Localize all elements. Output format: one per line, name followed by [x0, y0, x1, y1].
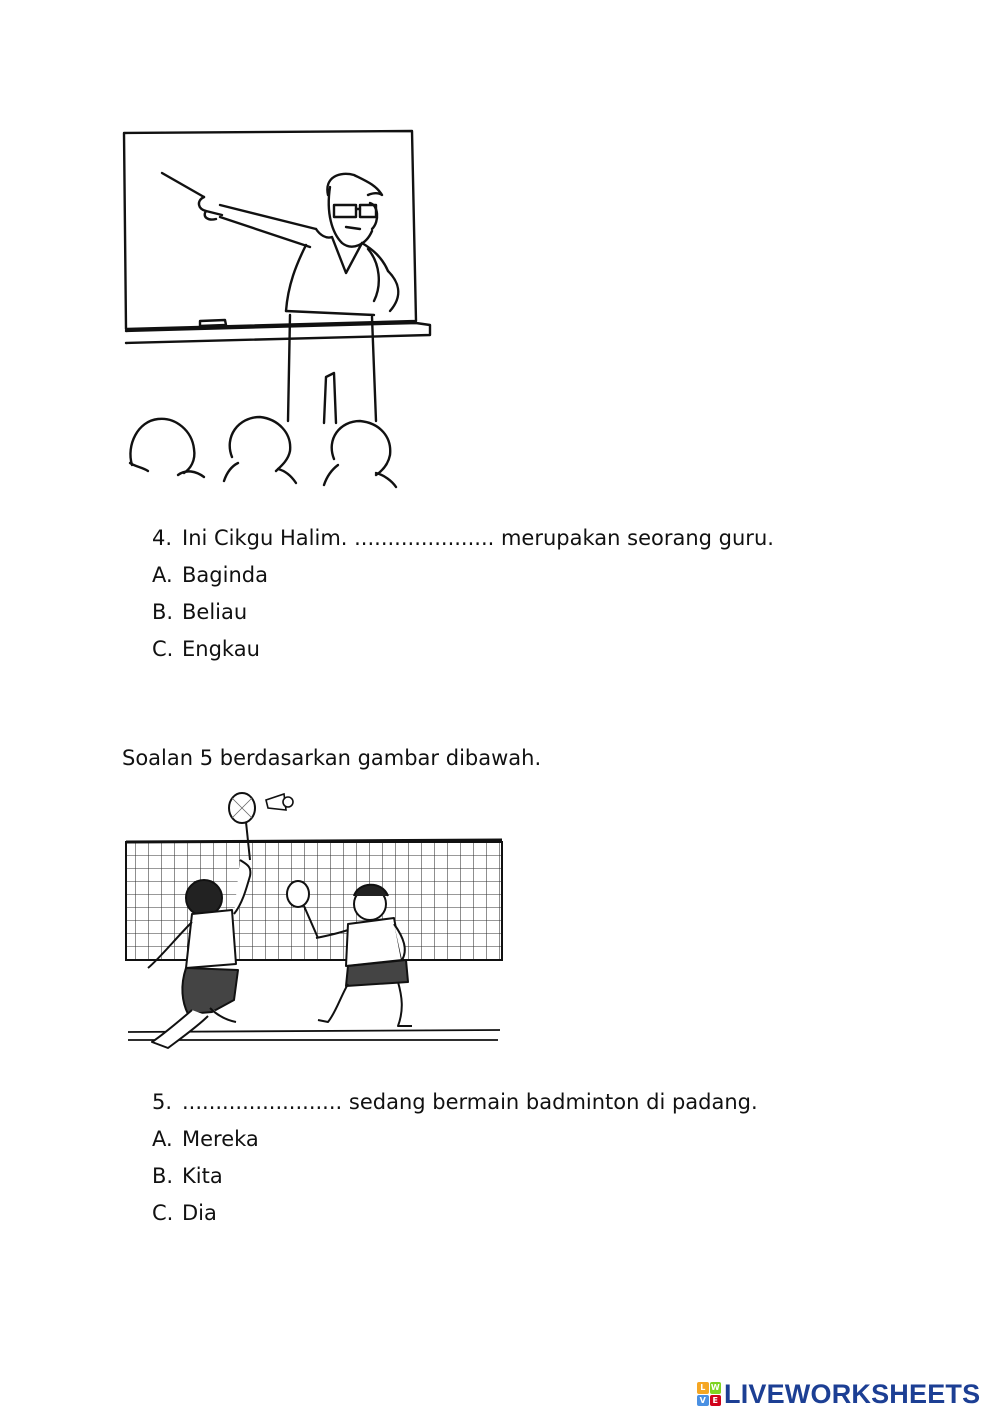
- question-4-option-b[interactable]: [152, 598, 247, 626]
- question-4-number: 4.: [152, 526, 173, 550]
- logo-mark-tile: E: [710, 1395, 722, 1407]
- question-5-option-c[interactable]: [152, 1199, 217, 1227]
- liveworksheets-logo[interactable]: [697, 1377, 980, 1411]
- badminton-illustration: [122, 790, 506, 1060]
- option-text: Beliau: [182, 600, 248, 624]
- liveworksheets-logo-icon: [697, 1382, 721, 1406]
- logo-mark-tile: V: [697, 1395, 709, 1407]
- question-5-number: 5.: [152, 1090, 173, 1114]
- question-4-option-c[interactable]: [152, 635, 260, 663]
- option-letter: C.: [152, 637, 174, 661]
- liveworksheets-logo-text: LIVEWORKSHEETS: [724, 1378, 981, 1409]
- logo-mark-tile: L: [697, 1382, 709, 1394]
- question-5-option-b[interactable]: [152, 1162, 223, 1190]
- question-5-intro: Soalan 5 berdasarkan gambar dibawah.: [122, 746, 542, 770]
- option-text: Kita: [182, 1164, 223, 1188]
- option-letter: B.: [152, 600, 174, 624]
- option-letter: A.: [152, 1127, 173, 1151]
- option-text: Engkau: [182, 637, 260, 661]
- question-4-stem-line: [152, 524, 774, 552]
- question-5-stem-line: [152, 1088, 758, 1116]
- question-4-option-a[interactable]: [152, 561, 268, 589]
- option-letter: C.: [152, 1201, 174, 1225]
- option-letter: B.: [152, 1164, 174, 1188]
- option-text: Dia: [182, 1201, 217, 1225]
- option-text: Mereka: [182, 1127, 259, 1151]
- question-4-stem: Ini Cikgu Halim. ..................... merupakan seorang guru.: [182, 526, 774, 550]
- option-text: Baginda: [182, 563, 268, 587]
- question-5-stem: ........................ sedang bermain badminton di padang.: [182, 1090, 758, 1114]
- question-5-option-a[interactable]: [152, 1125, 259, 1153]
- option-letter: A.: [152, 563, 173, 587]
- teacher-illustration: [120, 125, 440, 495]
- logo-mark-tile: W: [710, 1383, 720, 1392]
